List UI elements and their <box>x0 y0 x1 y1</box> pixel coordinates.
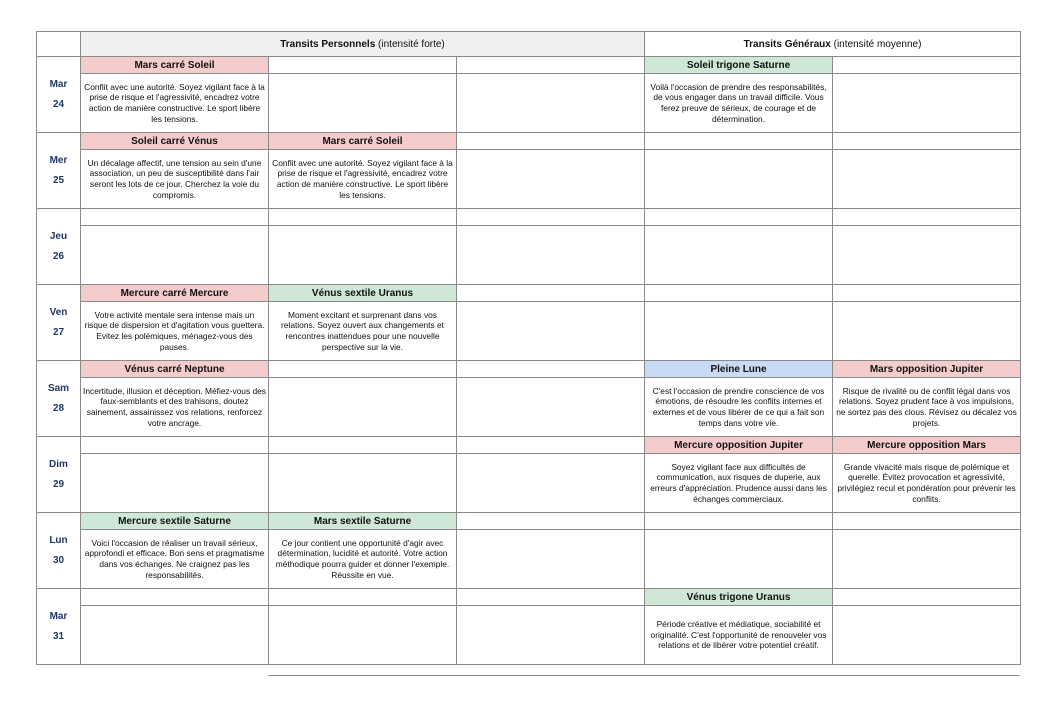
transit-description-text <box>269 634 456 636</box>
transit-title <box>81 589 269 606</box>
transit-description-text: Votre activité mentale sera intense mais un risque de dispersion et d'agitation vous guettera. Evitez les polémiques, ménagez-vous des pauses. <box>84 309 265 352</box>
transit-description-text: Moment excitant et surprenant dans vos relations. Soyez ouvert aux changements et rencontres inattendues pour une nouvelle perspective sur la vie. <box>281 309 444 352</box>
personal-transits-title: Transits Personnels <box>280 38 376 50</box>
transit-title <box>833 285 1021 302</box>
personal-transits-intensity: (intensité forte) <box>375 38 445 50</box>
transit-title: Mars carré Soleil <box>269 133 457 150</box>
transit-description-text: Ce jour contient une opportunité d'agir avec détermination, lucidité et autorité. Votre action méthodique pourra guider et donner l'exemple. Réussite en vue. <box>275 537 450 580</box>
transit-title: Soleil trigone Saturne <box>645 57 833 74</box>
day-number: 31 <box>52 630 65 642</box>
transit-description-text <box>457 330 644 332</box>
transit-description <box>81 74 269 133</box>
day-title-row <box>37 133 1021 150</box>
transit-description-text <box>457 178 644 180</box>
day-title-row <box>37 589 1021 606</box>
transit-description <box>645 226 833 285</box>
transit-description-text <box>645 254 832 256</box>
general-transits-title: Transits Généraux <box>743 38 831 50</box>
day-name: Ven <box>49 306 68 318</box>
transit-description-text <box>457 406 644 408</box>
transit-title <box>645 133 833 150</box>
day-description-row <box>37 74 1021 133</box>
day-label <box>37 589 81 665</box>
transit-title <box>269 361 457 378</box>
transit-description-text: Soyez vigilant face aux difficultés de communication, aux risques de duperie, aux erreurs d'appréciation. Prudence aussi dans les échanges commerciaux. <box>650 461 827 504</box>
day-name: Lun <box>49 534 68 546</box>
transit-description <box>269 226 457 285</box>
transit-description-text: Période créative et médiatique, sociabilité et originalité. C'est l'opportunité de renouveler vos relations et de libérer votre potentiel créatif. <box>650 619 827 651</box>
transit-title <box>457 513 645 530</box>
transit-description <box>269 606 457 665</box>
transit-title: Mars sextile Saturne <box>269 513 457 530</box>
transit-description-text <box>269 482 456 484</box>
day-title-row <box>37 209 1021 226</box>
day-label <box>37 209 81 285</box>
transit-description-text: Conflit avec une autorité. Soyez vigilant face à la prise de risque et l'agressivité, encadrez votre action de manière constructive. Le sport libère les tensions. <box>272 157 453 200</box>
day-number: 28 <box>52 402 65 414</box>
transit-description <box>833 378 1021 437</box>
day-number: 26 <box>52 250 65 262</box>
day-name: Sam <box>47 382 70 394</box>
transit-description <box>269 378 457 437</box>
transit-description-text: C'est l'occasion de prendre conscience de vos émotions, de résoudre les conflits internes et externes et de vous libérer de ce qui a fait son temps dans votre vie. <box>652 385 825 428</box>
day-description-row <box>37 378 1021 437</box>
transit-description <box>81 454 269 513</box>
transit-description <box>269 302 457 361</box>
transit-title <box>833 589 1021 606</box>
day-name: Mer <box>49 154 68 166</box>
transit-description <box>457 606 645 665</box>
transit-title <box>457 57 645 74</box>
day-number: 25 <box>52 174 65 186</box>
transit-description-text: Voilà l'occasion de prendre des responsabilités, de vous engager dans un travail difficile. Vous ferez preuve de sérieux, de courage et de détermination. <box>650 81 827 124</box>
transit-description <box>833 454 1021 513</box>
transit-description <box>457 454 645 513</box>
transit-title: Vénus sextile Uranus <box>269 285 457 302</box>
day-description-row <box>37 226 1021 285</box>
day-name: Mar <box>49 78 68 90</box>
transit-title: Vénus carré Neptune <box>81 361 269 378</box>
transit-title <box>457 437 645 454</box>
transit-description <box>457 378 645 437</box>
transit-title: Mars opposition Jupiter <box>833 361 1021 378</box>
transit-description <box>457 302 645 361</box>
transit-description <box>645 454 833 513</box>
transit-description <box>269 74 457 133</box>
transit-description <box>645 302 833 361</box>
transit-title <box>457 133 645 150</box>
general-transits-header <box>645 32 1021 57</box>
day-label <box>37 57 81 133</box>
transit-title <box>269 437 457 454</box>
transit-description-text: Risque de rivalité ou de conflit légal dans vos relations. Soyez prudent face à vos impulsions, ne sortez pas des clous. Révisez ou décalez vos projets. <box>836 385 1017 428</box>
transit-description-text <box>833 178 1020 180</box>
transit-description-text <box>269 254 456 256</box>
transit-description-text <box>457 102 644 104</box>
transit-description <box>833 74 1021 133</box>
transit-description <box>457 150 645 209</box>
day-title-row <box>37 57 1021 74</box>
transit-description-text <box>645 178 832 180</box>
day-label <box>37 513 81 589</box>
transit-description <box>81 302 269 361</box>
transit-title: Mercure carré Mercure <box>81 285 269 302</box>
transit-description-text <box>645 558 832 560</box>
day-label <box>37 437 81 513</box>
transit-description <box>645 150 833 209</box>
transit-title <box>833 209 1021 226</box>
transit-title <box>269 209 457 226</box>
day-description-row <box>37 454 1021 513</box>
day-name: Jeu <box>49 230 68 242</box>
transit-description-text <box>81 254 268 256</box>
transit-description-text: Conflit avec une autorité. Soyez vigilant face à la prise de risque et l'agressivité, encadrez votre action de manière constructive. Le sport libère les tensions. <box>84 81 265 124</box>
day-title-row <box>37 437 1021 454</box>
transit-description <box>457 226 645 285</box>
day-number: 24 <box>52 98 65 110</box>
transit-description-text <box>269 102 456 104</box>
transit-title <box>833 133 1021 150</box>
day-description-row <box>37 150 1021 209</box>
transit-title <box>81 209 269 226</box>
transit-title: Mercure opposition Jupiter <box>645 437 833 454</box>
bottom-border-line <box>268 675 1020 676</box>
transit-description <box>645 606 833 665</box>
transit-description-text <box>833 102 1020 104</box>
transit-description <box>645 74 833 133</box>
transit-title <box>81 437 269 454</box>
day-title-row <box>37 513 1021 530</box>
transit-title <box>833 513 1021 530</box>
personal-transits-header <box>81 32 645 57</box>
day-label <box>37 133 81 209</box>
transit-description <box>81 378 269 437</box>
day-title-row <box>37 361 1021 378</box>
transit-title <box>269 57 457 74</box>
day-number: 29 <box>52 478 65 490</box>
day-title-row <box>37 285 1021 302</box>
header-row <box>37 32 1021 57</box>
day-label <box>37 361 81 437</box>
transits-table <box>36 31 1021 665</box>
transit-title: Mars carré Soleil <box>81 57 269 74</box>
day-name: Mar <box>49 610 68 622</box>
header-corner <box>37 32 81 57</box>
transit-description <box>833 606 1021 665</box>
transit-title <box>645 209 833 226</box>
transit-title <box>457 361 645 378</box>
transit-description-text <box>645 330 832 332</box>
transit-description <box>81 606 269 665</box>
transit-title <box>645 285 833 302</box>
transit-description <box>833 530 1021 589</box>
transit-description <box>833 302 1021 361</box>
transit-title: Mercure sextile Saturne <box>81 513 269 530</box>
transit-title <box>645 513 833 530</box>
transit-description <box>269 530 457 589</box>
transit-description <box>81 150 269 209</box>
transit-description-text: Un décalage affectif, une tension au sein d'une association, un peu de susceptibilité dans l'air seront les lots de ce jour. Cherchez la voie du compromis. <box>87 157 262 200</box>
transit-description-text <box>457 634 644 636</box>
transit-description-text <box>457 482 644 484</box>
transit-description-text <box>833 558 1020 560</box>
day-name: Dim <box>49 458 68 470</box>
transit-description <box>457 530 645 589</box>
day-number: 30 <box>52 554 65 566</box>
transit-description <box>81 530 269 589</box>
transit-description-text <box>457 558 644 560</box>
transit-description-text: Incertitude, illusion et déception. Méfiez-vous des faux-semblants et des trahisons, doutez sainement, assainissez vos relations, renforcez votre ancrage. <box>83 385 266 428</box>
transit-description <box>833 150 1021 209</box>
transit-description <box>81 226 269 285</box>
transit-description <box>645 530 833 589</box>
transit-description-text <box>81 482 268 484</box>
transit-title <box>457 589 645 606</box>
transit-description <box>833 226 1021 285</box>
transit-description <box>457 74 645 133</box>
transit-description-text <box>81 634 268 636</box>
transit-description-text: Voici l'occasion de réaliser un travail sérieux, approfondi et efficace. Bon sens et pragmatisme dans vos échanges. Ne craignez pas les responsabilités. <box>84 537 265 580</box>
transit-description <box>269 150 457 209</box>
transit-description-text <box>833 330 1020 332</box>
day-description-row <box>37 302 1021 361</box>
transit-title: Mercure opposition Mars <box>833 437 1021 454</box>
day-description-row <box>37 530 1021 589</box>
transit-title <box>457 209 645 226</box>
transit-description-text <box>833 634 1020 636</box>
transit-title <box>833 57 1021 74</box>
day-number: 27 <box>52 326 65 338</box>
day-label <box>37 285 81 361</box>
transit-title: Soleil carré Vénus <box>81 133 269 150</box>
transit-description-text <box>457 254 644 256</box>
transit-description-text <box>833 254 1020 256</box>
transit-title <box>269 589 457 606</box>
transit-title: Pleine Lune <box>645 361 833 378</box>
transit-description-text <box>269 406 456 408</box>
transit-description <box>269 454 457 513</box>
general-transits-intensity: (intensité moyenne) <box>830 38 922 50</box>
transit-description <box>645 378 833 437</box>
transit-description-text: Grande vivacité mais risque de polémique et querelle. Évitez provocation et agressivité, privilégiez recul et pondération pour prévenir les conflits. <box>837 461 1016 504</box>
transits-calendar <box>36 31 1021 665</box>
transit-title <box>457 285 645 302</box>
day-description-row <box>37 606 1021 665</box>
transit-title: Vénus trigone Uranus <box>645 589 833 606</box>
